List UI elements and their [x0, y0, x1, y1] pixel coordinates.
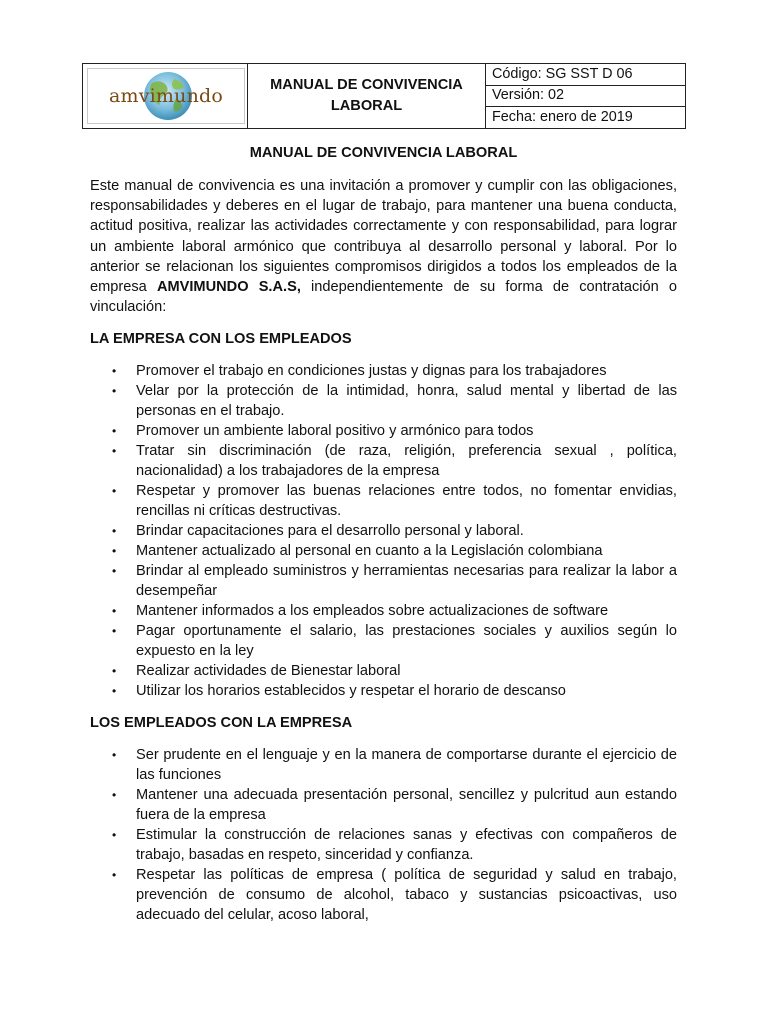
section1-heading: LA EMPRESA CON LOS EMPLEADOS — [90, 331, 352, 348]
company-logo — [87, 68, 245, 124]
document-title: MANUAL DE CONVIVENCIA LABORAL — [249, 145, 518, 161]
document-header-table — [82, 63, 686, 129]
header-title-line2: LABORAL — [330, 98, 403, 114]
header-version: Versión: 02 — [486, 85, 686, 107]
bullet-icon: • — [112, 544, 117, 559]
intro-text-before: Este manual de convivencia es una invitación a promover y cumplir con las obligaciones, responsabilidades y deberes en el lugar de trabajo, para mantener una buena conducta, actitud positiva, realizar las actividades correctamente y con responsabilidad, para lograr un ambiente laboral armónico que contribuya al desarrollo personal y laboral. Por lo anterior se relacionan los siguientes compromisos dirigidos a todos los empleados de la empresa — [90, 178, 677, 296]
company-name: AMVIMUNDO S.A.S, — [156, 279, 301, 296]
list-item: • Mantener actualizado al personal en cuanto a la Legislación colombiana — [112, 543, 603, 560]
list-item: • Respetar y promover las buenas relaciones entre todos, no fomentar envidias, rencillas ni críticas destructivas. — [112, 483, 677, 520]
header-title-cell — [248, 64, 486, 129]
bullet-icon: • — [112, 684, 117, 699]
list-item: • Tratar sin discriminación (de raza, religión, preferencia sexual , política, nacionalidad) a los trabajadores de la empresa — [112, 443, 677, 480]
bullet-icon: • — [112, 424, 117, 439]
list-item: • Promover el trabajo en condiciones justas y dignas para los trabajadores — [112, 363, 607, 380]
list-item: • Promover un ambiente laboral positivo y armónico para todos — [112, 423, 534, 440]
list-item: • Utilizar los horarios establecidos y respetar el horario de descanso — [112, 683, 566, 700]
intro-text-after: independientemente de su forma de contratación o vinculación: — [90, 279, 677, 316]
intro-paragraph — [90, 176, 677, 317]
section2-list — [90, 745, 677, 925]
list-item: • Brindar al empleado suministros y herramientas necesarias para realizar la labor a desempeñar — [112, 563, 677, 600]
header-title-line1: MANUAL DE CONVIVENCIA — [270, 77, 463, 93]
bullet-icon: • — [112, 384, 117, 399]
bullet-icon: • — [112, 788, 117, 803]
section2-heading: LOS EMPLEADOS CON LA EMPRESA — [90, 715, 353, 732]
bullet-icon: • — [112, 524, 117, 539]
bullet-icon: • — [112, 484, 117, 499]
bullet-icon: • — [112, 604, 117, 619]
list-item: • Mantener una adecuada presentación personal, sencillez y pulcritud aun estando fuera de la empresa — [112, 787, 677, 824]
bullet-icon: • — [112, 364, 117, 379]
bullet-icon: • — [112, 868, 117, 883]
logo-text: amvimundo — [108, 85, 224, 107]
list-item: • Respetar las políticas de empresa ( política de seguridad y salud en trabajo, prevención de consumo de alcohol, tabaco y sustancias psicoactivas, uso adecuado del celular, acoso laboral, — [112, 867, 677, 924]
bullet-icon: • — [112, 828, 117, 843]
bullet-icon: • — [112, 664, 117, 679]
header-fecha: Fecha: enero de 2019 — [486, 107, 686, 129]
list-item: • Pagar oportunamente el salario, las prestaciones sociales y auxilios según lo expuesto en la ley — [112, 623, 677, 660]
bullet-icon: • — [112, 564, 117, 579]
list-item: • Estimular la construcción de relaciones sanas y efectivas con compañeros de trabajo, basadas en respeto, sinceridad y confianza. — [112, 827, 677, 864]
section1-list — [90, 361, 677, 701]
logo-cell — [83, 64, 248, 129]
list-item: • Mantener informados a los empleados sobre actualizaciones de software — [112, 603, 609, 620]
document-body — [90, 140, 677, 925]
bullet-icon: • — [112, 444, 117, 459]
list-item: • Velar por la protección de la intimidad, honra, salud mental y libertad de las personas en el trabajo. — [112, 383, 677, 420]
list-item: • Realizar actividades de Bienestar laboral — [112, 663, 401, 680]
list-item: • Brindar capacitaciones para el desarrollo personal y laboral. — [112, 523, 524, 540]
header-codigo: Código: SG SST D 06 — [486, 64, 686, 86]
bullet-icon: • — [112, 748, 117, 763]
list-item: • Ser prudente en el lenguaje y en la manera de comportarse durante el ejercicio de las funciones — [112, 747, 677, 784]
bullet-icon: • — [112, 624, 117, 639]
